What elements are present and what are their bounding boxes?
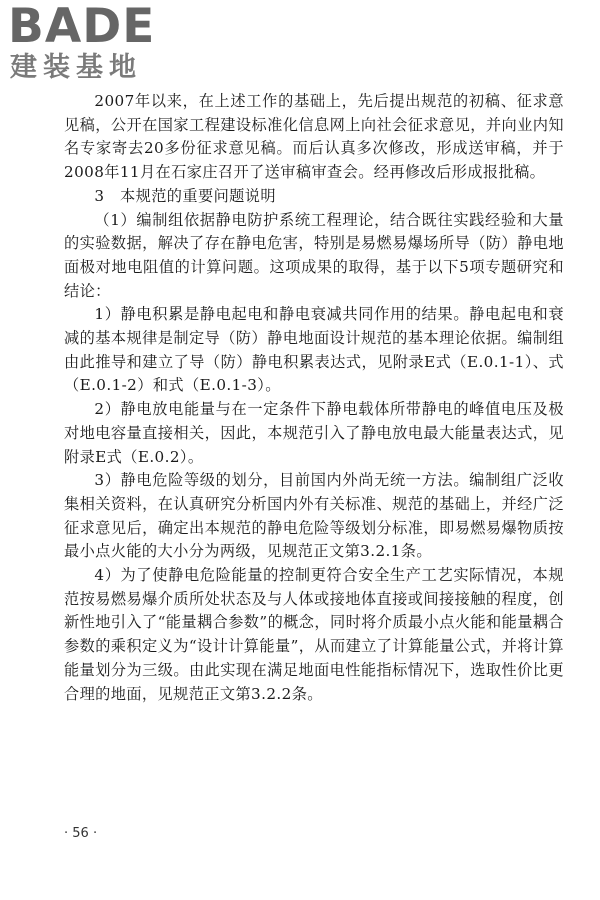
document-body [64,90,564,706]
section-heading: 3 本规范的重要问题说明 [94,186,276,205]
logo-chinese-text: 建装基地 [10,52,142,83]
paragraph-history: 2007年以来，在上述工作的基础上，先后提出规范的初稿、征求意见稿，公开在国家工程建设标准化信息网上向社会征求意见，并向业内知名专家寄去20多份征求意见稿。而后认真多次修改，形成送审稿，并于2008年11月在石家庄召开了送审稿审查会。经再修改后形成报批稿。 [64,92,564,182]
bade-logo [8,2,178,86]
paragraph-subitem-3: 3）静电危险等级的划分，目前国内外尚无统一方法。编制组广泛收集相关资料，在认真研究分析国内外有关标准、规范的基础上，并经广泛征求意见后，确定出本规范的静电危险等级划分标准，即易燃易爆物质按最小点火能的大小分为两级，见规范正文第3.2.1条。 [64,471,564,561]
logo-wordmark: BADE [8,0,156,54]
page-number: · 56 · [64,826,98,841]
paragraph-subitem-1: 1）静电积累是静电起电和静电衰减共同作用的结果。静电起电和衰减的基本规律是制定导（防）静电地面设计规范的基本理论依据。编制组由此推导和建立了导（防）静电积累表达式，见附录E式（E.0.1-1）、式（E.0.1-2）和式（E.0.1-3）。 [64,305,564,395]
paragraph-item-1: （1）编制组依据静电防护系统工程理论，结合既往实践经验和大量的实验数据，解决了存在静电危害，特别是易燃易爆场所导（防）静电地面极对地电阻值的计算问题。这项成果的取得，基于以下5项专题研究和结论： [64,210,564,300]
paragraph-subitem-2: 2）静电放电能量与在一定条件下静电载体所带静电的峰值电压及极对地电容量直接相关，因此，本规范引入了静电放电最大能量表达式，见附录E式（E.0.2）。 [64,400,564,466]
paragraph-subitem-4: 4）为了使静电危险能量的控制更符合安全生产工艺实际情况，本规范按易燃易爆介质所处状态及与人体或接地体直接或间接接触的程度，创新性地引入了“能量耦合参数”的概念，同时将介质最小点火能和能量耦合参数的乘积定义为“设计计算能量”，从而建立了计算能量公式，并将计算能量划分为三级。由此实现在满足地面电性能指标情况下，选取性价比更合理的地面，见规范正文第3.2.2条。 [64,566,564,703]
